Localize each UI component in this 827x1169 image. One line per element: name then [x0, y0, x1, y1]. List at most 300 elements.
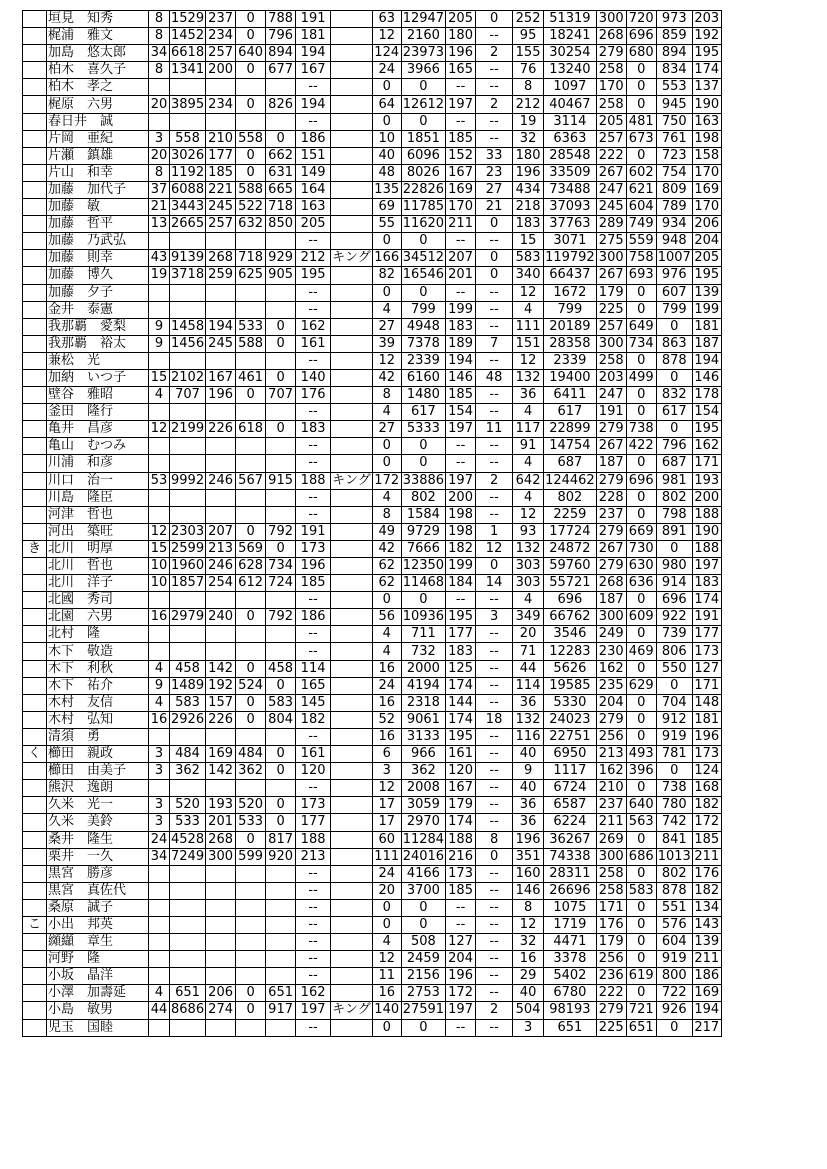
index-kana [23, 848, 47, 865]
cell-c5: 973 [656, 11, 692, 28]
cell-a3 [206, 780, 236, 797]
cell-a3 [206, 113, 236, 130]
cell-b4: -- [476, 763, 513, 780]
cell-a4: 588 [236, 181, 266, 198]
cell-b1: 166 [372, 250, 401, 267]
cell-b3: 169 [446, 181, 476, 198]
cell-b2: 2970 [401, 814, 445, 831]
cell-a1 [149, 882, 170, 899]
cell-b4: -- [476, 455, 513, 472]
cell-a6: 167 [296, 62, 331, 79]
cell-a3 [206, 968, 236, 985]
cell-c6: 206 [692, 216, 721, 233]
index-kana [23, 28, 47, 45]
cell-c1: 40 [513, 780, 544, 797]
cell-a3 [206, 404, 236, 421]
table-row [23, 79, 722, 96]
cell-a4: 520 [236, 797, 266, 814]
cell-a3: 142 [206, 660, 236, 677]
cell-c3: 275 [596, 233, 626, 250]
cell-c4: 651 [626, 1019, 656, 1036]
cell-c3: 205 [596, 113, 626, 130]
cell-c5: 789 [656, 199, 692, 216]
cell-a1 [149, 301, 170, 318]
cell-a5 [266, 404, 296, 421]
cell-tag [331, 609, 373, 626]
cell-b1: 8 [372, 387, 401, 404]
cell-tag [331, 318, 373, 335]
cell-c5: 1013 [657, 848, 691, 864]
cell-c3: 300 [596, 609, 626, 626]
cell-b1: 4 [372, 626, 401, 643]
cell-tag [331, 882, 373, 899]
table-row [23, 592, 722, 609]
cell-a6: -- [296, 438, 331, 455]
cell-b1: 4 [372, 301, 401, 318]
cell-b3: -- [446, 79, 476, 96]
cell-a5 [266, 934, 296, 951]
cell-a4: 0 [236, 28, 266, 45]
cell-c2: 17724 [544, 523, 597, 540]
cell-a6: 177 [296, 814, 331, 831]
cell-c1: 8 [513, 79, 544, 96]
cell-b2: 12947 [402, 11, 445, 27]
cell-c6: 163 [692, 113, 721, 130]
cell-c4: 749 [626, 216, 656, 233]
cell-a1 [149, 968, 170, 985]
cell-a2: 3895 [171, 96, 205, 112]
cell-a1: 8 [149, 11, 170, 28]
table-row [23, 335, 722, 352]
cell-tag [331, 45, 373, 62]
cell-a1 [149, 626, 170, 643]
cell-c6: 181 [692, 711, 721, 728]
cell-a5 [266, 916, 296, 933]
cell-a6: -- [296, 352, 331, 369]
cell-a5: 734 [266, 558, 296, 575]
cell-tag [331, 951, 373, 968]
cell-c1: 132 [513, 369, 544, 386]
table-row [23, 780, 722, 797]
cell-a1: 34 [149, 45, 170, 62]
cell-a3 [206, 934, 236, 951]
player-name: 亀山 むつみ [47, 438, 149, 455]
cell-b1: 0 [372, 438, 401, 455]
cell-c6: 178 [692, 387, 721, 404]
index-kana [23, 113, 47, 130]
table-row [23, 472, 722, 489]
player-name: 加藤 乃武弘 [47, 233, 149, 250]
cell-c6: 181 [692, 318, 721, 335]
cell-c4: 636 [626, 575, 656, 592]
cell-c6: 139 [692, 284, 721, 301]
index-kana [23, 352, 47, 369]
cell-c4: 630 [626, 558, 656, 575]
cell-c2: 18241 [544, 28, 597, 45]
cell-a2: 1857 [171, 575, 205, 591]
cell-b4: 3 [476, 609, 513, 626]
cell-c6: 195 [692, 267, 721, 284]
cell-a5: 677 [266, 62, 296, 79]
cell-a1: 37 [149, 181, 170, 198]
cell-a2: 2303 [171, 523, 205, 539]
cell-b3: 197 [446, 472, 476, 489]
player-name: 小出 邦英 [47, 916, 149, 933]
cell-c1: 303 [513, 575, 544, 592]
cell-b3: 188 [446, 831, 476, 848]
cell-b4: -- [476, 660, 513, 677]
cell-b2: 7378 [401, 335, 445, 352]
cell-a1 [149, 455, 170, 472]
player-name: 清須 勇 [47, 728, 149, 745]
cell-c2: 37763 [544, 216, 597, 233]
table-row [23, 575, 722, 592]
cell-b3: 172 [446, 985, 476, 1002]
table-row [23, 1019, 722, 1036]
cell-b4: 0 [476, 250, 513, 267]
cell-b2: 11620 [402, 216, 445, 232]
cell-c4: 604 [626, 199, 656, 216]
cell-a5 [266, 489, 296, 506]
player-name: 栗井 一久 [47, 848, 149, 865]
cell-c5: 948 [656, 233, 692, 250]
cell-b1: 62 [372, 558, 401, 575]
cell-a5 [266, 79, 296, 96]
cell-c2: 3114 [544, 113, 597, 130]
cell-a5: 792 [266, 523, 296, 540]
cell-a3 [206, 79, 236, 96]
cell-a2 [170, 643, 206, 660]
cell-a3 [206, 951, 236, 968]
cell-b1: 17 [372, 814, 401, 831]
cell-a4 [236, 284, 266, 301]
cell-c4: 583 [626, 882, 656, 899]
cell-c5: 976 [656, 267, 692, 284]
cell-c3: 187 [596, 455, 626, 472]
cell-a6: 188 [296, 472, 331, 489]
cell-c6: 183 [692, 575, 721, 592]
cell-c4: 0 [626, 455, 656, 472]
cell-a1 [149, 899, 170, 916]
table-row [23, 352, 722, 369]
cell-c1: 71 [513, 643, 544, 660]
cell-c1: 40 [513, 985, 544, 1002]
cell-a5: 662 [266, 147, 296, 164]
cell-a4: 484 [236, 746, 266, 763]
cell-a3 [206, 865, 236, 882]
cell-tag: キング [332, 250, 371, 266]
cell-c6: 173 [692, 643, 721, 660]
cell-a1 [149, 780, 170, 797]
cell-c4: 673 [626, 130, 656, 147]
cell-b1: 0 [372, 284, 401, 301]
cell-c3: 258 [596, 352, 626, 369]
cell-a5: 0 [266, 814, 296, 831]
cell-a2: 520 [170, 797, 206, 814]
cell-c5: 1007 [657, 250, 691, 266]
table-row [23, 181, 722, 198]
cell-c5: 687 [656, 455, 692, 472]
cell-c2: 66437 [544, 267, 597, 284]
cell-c4: 696 [626, 28, 656, 45]
cell-a6: -- [296, 951, 331, 968]
cell-c5: 576 [656, 916, 692, 933]
cell-a1: 24 [149, 831, 170, 848]
cell-c6: 193 [692, 472, 721, 489]
cell-b4: -- [476, 951, 513, 968]
cell-a1: 20 [149, 96, 170, 113]
index-kana: こ [23, 916, 47, 933]
cell-c2: 1672 [544, 284, 597, 301]
cell-c6: 190 [692, 523, 721, 540]
cell-c6: 203 [692, 11, 721, 28]
cell-c4: 0 [626, 780, 656, 797]
cell-b3: 180 [446, 28, 476, 45]
cell-b4: -- [476, 318, 513, 335]
cell-a4: 0 [236, 694, 266, 711]
cell-a4: 625 [236, 267, 266, 284]
cell-b1: 4 [372, 643, 401, 660]
cell-c5: 761 [656, 130, 692, 147]
cell-c6: 174 [692, 62, 721, 79]
cell-tag [331, 62, 373, 79]
cell-b3: 177 [446, 626, 476, 643]
cell-c4: 0 [626, 284, 656, 301]
cell-a1 [149, 489, 170, 506]
cell-b3: 125 [446, 660, 476, 677]
index-kana [23, 968, 47, 985]
cell-b3: 205 [446, 11, 476, 28]
cell-b2: 2753 [401, 985, 445, 1002]
cell-a6: 194 [296, 45, 331, 62]
cell-c4: 758 [626, 250, 656, 267]
cell-c2: 696 [544, 592, 597, 609]
cell-c6: 196 [692, 728, 721, 745]
cell-c3: 187 [596, 592, 626, 609]
cell-c3: 267 [596, 267, 626, 284]
cell-b2: 799 [401, 301, 445, 318]
cell-a4: 0 [236, 711, 266, 728]
cell-a4 [236, 79, 266, 96]
cell-a3: 213 [206, 540, 236, 557]
cell-b4: -- [476, 746, 513, 763]
cell-a2: 1458 [171, 318, 205, 334]
cell-c2: 55721 [544, 575, 597, 592]
cell-c6: 204 [692, 233, 721, 250]
player-name: 木下 祐介 [47, 677, 149, 694]
cell-c3: 279 [596, 1002, 626, 1019]
cell-a3: 210 [206, 130, 236, 147]
cell-tag [331, 540, 373, 557]
cell-b1: 17 [372, 797, 401, 814]
cell-c1: 340 [513, 267, 544, 284]
cell-b3: 183 [446, 318, 476, 335]
cell-c4: 680 [626, 45, 656, 62]
cell-c1: 111 [513, 318, 544, 335]
cell-c3: 162 [596, 660, 626, 677]
cell-c6: 190 [692, 96, 721, 113]
cell-c3: 279 [596, 558, 626, 575]
cell-b3: -- [446, 916, 476, 933]
cell-b3: 167 [446, 164, 476, 181]
cell-c1: 4 [513, 455, 544, 472]
cell-a4 [236, 899, 266, 916]
cell-a3: 268 [206, 831, 236, 848]
cell-a2: 651 [170, 985, 206, 1002]
cell-tag [331, 848, 373, 865]
cell-a2: 2102 [171, 370, 205, 386]
cell-b2: 12612 [402, 96, 445, 112]
cell-b1: 12 [372, 352, 401, 369]
cell-b1: 62 [372, 575, 401, 592]
cell-tag [331, 660, 373, 677]
table-row [23, 951, 722, 968]
cell-c3: 237 [596, 506, 626, 523]
cell-a6: -- [296, 780, 331, 797]
cell-c4: 602 [626, 164, 656, 181]
cell-b4: 21 [476, 199, 513, 216]
cell-c1: 8 [513, 899, 544, 916]
cell-a1: 12 [149, 421, 170, 438]
cell-a1: 8 [149, 28, 170, 45]
cell-a2: 3026 [171, 147, 205, 163]
cell-tag [331, 216, 373, 233]
cell-a5 [266, 592, 296, 609]
cell-tag [331, 763, 373, 780]
cell-a4 [236, 934, 266, 951]
cell-tag [331, 113, 373, 130]
player-name: 北川 明厚 [47, 540, 149, 557]
index-kana [23, 985, 47, 1002]
cell-c3: 222 [596, 985, 626, 1002]
cell-a5: 0 [266, 335, 296, 352]
cell-b2: 9061 [401, 711, 445, 728]
cell-b3: 185 [446, 882, 476, 899]
cell-c3: 269 [596, 831, 626, 848]
cell-a3: 226 [206, 421, 236, 438]
cell-c3: 191 [596, 404, 626, 421]
cell-a1 [149, 79, 170, 96]
cell-c5: 722 [656, 985, 692, 1002]
cell-c4: 0 [626, 592, 656, 609]
cell-a5: 905 [266, 267, 296, 284]
cell-c1: 29 [513, 968, 544, 985]
index-kana [23, 438, 47, 455]
cell-a5: 718 [266, 199, 296, 216]
cell-a2 [170, 882, 206, 899]
cell-b2: 966 [401, 746, 445, 763]
cell-c2: 3378 [544, 951, 597, 968]
cell-b3: 197 [446, 1002, 476, 1019]
cell-c1: 93 [513, 523, 544, 540]
cell-c1: 183 [513, 216, 544, 233]
cell-b1: 64 [372, 96, 401, 113]
cell-a4 [236, 951, 266, 968]
cell-b1: 6 [372, 746, 401, 763]
index-kana [23, 780, 47, 797]
cell-tag [331, 11, 373, 28]
cell-a4: 362 [236, 763, 266, 780]
cell-c5: 891 [656, 523, 692, 540]
cell-a5: 920 [266, 848, 296, 865]
cell-c6: 143 [692, 916, 721, 933]
cell-a3: 142 [206, 763, 236, 780]
cell-c5: 796 [656, 438, 692, 455]
cell-tag [331, 164, 373, 181]
cell-c1: 16 [513, 951, 544, 968]
cell-c5: 945 [656, 96, 692, 113]
cell-a4 [236, 882, 266, 899]
cell-c6: 139 [692, 934, 721, 951]
cell-b4: -- [476, 797, 513, 814]
cell-b3: 144 [446, 694, 476, 711]
cell-c1: 36 [513, 694, 544, 711]
cell-a6: -- [296, 592, 331, 609]
cell-tag [331, 421, 373, 438]
index-kana [23, 164, 47, 181]
cell-c2: 12283 [544, 643, 597, 660]
cell-b1: 0 [372, 113, 401, 130]
cell-c3: 258 [596, 865, 626, 882]
cell-a2 [170, 934, 206, 951]
cell-a4 [236, 916, 266, 933]
cell-c4: 469 [626, 643, 656, 660]
cell-a4 [236, 404, 266, 421]
cell-b1: 111 [372, 848, 401, 865]
cell-a5 [266, 233, 296, 250]
cell-b2: 2318 [401, 694, 445, 711]
cell-a2: 2199 [171, 421, 205, 437]
table-row [23, 728, 722, 745]
cell-a3: 245 [206, 335, 236, 352]
cell-tag [331, 79, 373, 96]
table-row [23, 711, 722, 728]
cell-a4: 524 [236, 677, 266, 694]
cell-tag [331, 352, 373, 369]
cell-c1: 36 [513, 387, 544, 404]
cell-a5: 915 [266, 472, 296, 489]
cell-a2: 3443 [171, 199, 205, 215]
cell-b4: 48 [476, 369, 513, 386]
cell-tag [331, 506, 373, 523]
cell-a6: 162 [296, 985, 331, 1002]
cell-a5: 707 [266, 387, 296, 404]
cell-a6: -- [296, 865, 331, 882]
cell-c4: 0 [626, 147, 656, 164]
cell-c5: 754 [656, 164, 692, 181]
cell-b3: 167 [446, 780, 476, 797]
cell-tag [331, 899, 373, 916]
player-name: 加藤 哲平 [47, 216, 149, 233]
cell-a3: 259 [206, 267, 236, 284]
cell-b3: 195 [446, 609, 476, 626]
cell-a4 [236, 438, 266, 455]
cell-tag [331, 387, 373, 404]
cell-a1: 15 [149, 369, 170, 386]
table-row [23, 609, 722, 626]
cell-a3: 240 [206, 609, 236, 626]
cell-a1: 4 [149, 985, 170, 1002]
cell-a5 [266, 113, 296, 130]
player-name: 櫛田 親政 [47, 746, 149, 763]
cell-tag [331, 746, 373, 763]
cell-a5 [266, 865, 296, 882]
cell-a6: -- [296, 284, 331, 301]
cell-b2: 16546 [402, 267, 445, 283]
cell-a3: 167 [206, 369, 236, 386]
cell-b2: 0 [401, 455, 445, 472]
cell-c4: 721 [626, 1002, 656, 1019]
